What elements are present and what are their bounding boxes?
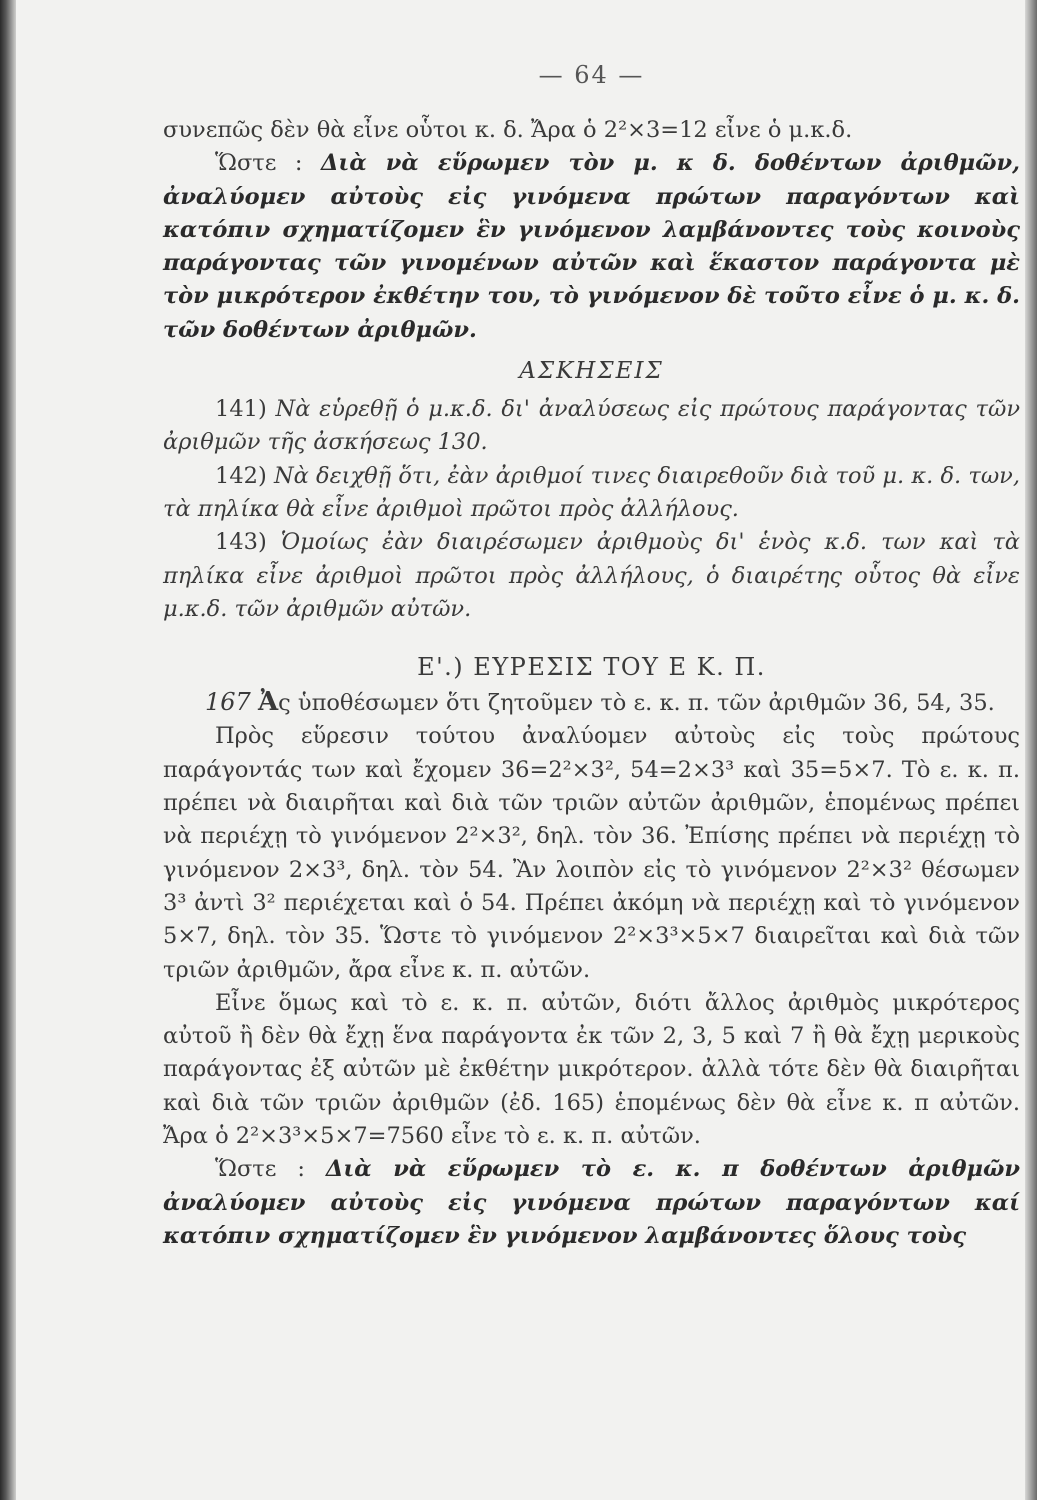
exercise-141: [163, 393, 1020, 460]
rule-lead: Ὥστε :: [215, 1156, 305, 1183]
rule-paragraph-gcd: [163, 147, 1020, 347]
paragraph-number: 167: [205, 688, 251, 717]
page-content: [163, 58, 1020, 1253]
exercises-heading: ΑΣΚΗΣΕΙΣ: [519, 358, 664, 385]
scan-edge-right: [1025, 0, 1037, 1500]
exercise-number: 143): [215, 529, 267, 556]
intro-line: συνεπῶς δὲν θὰ εἶνε οὗτοι κ. δ. Ἄρα ὁ 2²×3=12 εἶνε ὁ μ.κ.δ.: [163, 117, 853, 143]
exercise-143: [163, 526, 1020, 626]
rule-lead: Ὥστε :: [215, 150, 303, 177]
exercise-number: 141): [215, 396, 267, 423]
paragraph-167-text: ς ὑποθέσωμεν ὅτι ζητοῦμεν τὸ ε. κ. π. τῶν ἀριθμῶν 36, 54, 35.: [278, 690, 995, 717]
exercise-text: Νὰ δειχθῇ ὅτι, ἐὰν ἀριθμοί τινες διαιρεθοῦν διὰ τοῦ μ. κ. δ. των, τὰ πηλίκα θὰ εἶνε ἀριθμοὶ πρῶτοι πρὸς ἀλλήλους.: [163, 462, 1020, 522]
exercise-text: Ὁμοίως ἐὰν διαιρέσωμεν ἀριθμοὺς δι' ἑνὸς κ.δ. των καὶ τὰ πηλίκα εἶνε ἀριθμοὶ πρῶτοι πρὸς ἀλλήλους, ὁ διαιρέτης οὗτος θὰ εἶνε μ.κ.δ. τῶν ἀριθμῶν αὐτῶν.: [163, 529, 1020, 622]
exercise-number: 142): [215, 462, 267, 489]
scan-edge-left: [0, 0, 16, 1500]
page-number: — 64 —: [538, 61, 645, 89]
intro-paragraph: [163, 114, 1020, 147]
paragraph-derivation: Πρὸς εὕρεσιν τούτου ἀναλύομεν αὐτοὺς εἰς τοὺς πρώτους παράγοντάς των καὶ ἔχομεν 36=2²×3², 54=2×3³ καὶ 35=5×7. Τὸ ε. κ. π. πρέπει νὰ διαιρῆται καὶ διὰ τῶν τριῶν αὐτῶν ἀριθμῶν, ἑπομένως πρέπει νὰ περιέχῃ τὸ γινόμενον 2²×3², δηλ. τὸν 36. Ἐπίσης πρέπει νὰ περιέχῃ τὸ γινόμενον 2×3³, δηλ. τὸν 54. Ἂν λοιπὸν εἰς τὸ γινόμενον 2²×3² θέσωμεν 3³ ἀντὶ 3² περιέχεται καὶ ὁ 54. Πρέπει ἀκόμη νὰ περιέχῃ καὶ τὸ γινόμενον 5×7, δηλ. τὸν 35. Ὥστε τὸ γινόμενον 2²×3³×5×7 διαιρεῖται καὶ διὰ τῶν τριῶν ἀριθμῶν, ἄρα εἶνε κ. π. αὐτῶν.: [163, 723, 1020, 983]
drop-capital: Ἀ: [257, 687, 279, 718]
rule-text-gcd: Διὰ νὰ εὕρωμεν τὸν μ. κ δ. δοθέντων ἀριθμῶν, ἀναλύομεν αὐτοὺς εἰς γινόμενα πρώτων παραγόντων καὶ κατόπιν σχηματίζομεν ἓν γινόμενον λαμβάνοντες τοὺς κοινοὺς παράγοντας τῶν γινομένων αὐτῶν καὶ ἕκαστον παράγοντα μὲ τὸν μικρότερον ἐκθέτην του, τὸ γινόμενον δὲ τοῦτο εἶνε ὁ μ. κ. δ. τῶν δοθέντων ἀριθμῶν.: [163, 150, 1021, 343]
exercise-142: [163, 460, 1020, 527]
exercise-text: Νὰ εὑρεθῇ ὁ μ.κ.δ. δι' ἀναλύσεως εἰς πρώτους παράγοντας τῶν ἀριθμῶν τῆς ἀσκήσεως 130.: [163, 396, 1021, 456]
paragraph-proof: Εἶνε ὅμως καὶ τὸ ε. κ. π. αὐτῶν, διότι ἄλλος ἀριθμὸς μικρότερος αὐτοῦ ἢ δὲν θὰ ἔχῃ ἕνα παράγοντα ἐκ τῶν 2, 3, 5 καὶ 7 ἢ θὰ ἔχῃ μερικοὺς παράγοντας ἐξ αὐτῶν μὲ ἐκθέτην μικρότερον. ἀλλὰ τότε δὲν θὰ διαιρῆται καὶ διὰ τῶν τριῶν ἀριθμῶν (ἐδ. 165) ἑπομένως δὲν θὰ εἶνε κ. π αὐτῶν. Ἄρα ὁ 2²×3³×5×7=7560 εἶνε τὸ ε. κ. π. αὐτῶν.: [163, 989, 1020, 1150]
rule-text-lcm: Διὰ νὰ εὕρωμεν τὸ ε. κ. π δοθέντων ἀριθμῶν ἀναλύομεν αὐτοὺς εἰς γινόμενα πρώτων παραγόντων καί κατόπιν σχηματίζομεν ἓν γινόμενον λαμβάνοντες ὅλους τοὺς: [163, 1156, 1021, 1249]
section-heading-lcm: Ε'.) ΕΥΡΕΣΙΣ ΤΟΥ Ε Κ. Π.: [417, 653, 766, 682]
paragraph-167: [163, 686, 1020, 720]
rule-paragraph-lcm: [163, 1153, 1020, 1253]
